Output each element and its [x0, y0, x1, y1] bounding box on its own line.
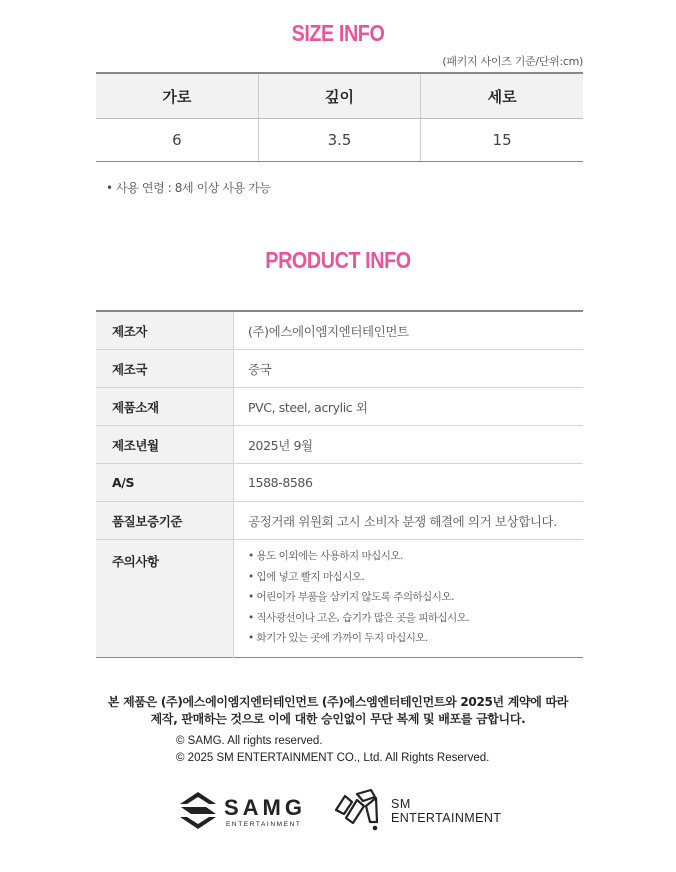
value-height: 15 [421, 119, 583, 162]
row-label-country: 제조국 [96, 350, 234, 388]
value-width: 6 [96, 119, 258, 162]
notice-line: 제작, 판매하는 것으로 이에 대한 승인없이 무단 복제 및 배포를 금합니다. [150, 712, 526, 726]
samg-emblem-icon [180, 792, 216, 829]
value-depth: 3.5 [258, 119, 420, 162]
row-value-manufacturer: (주)에스에이엠지엔터테인먼트 [248, 323, 409, 339]
header-height: 세로 [421, 73, 583, 119]
table-row [96, 388, 583, 426]
sm-emblem-icon [336, 790, 377, 823]
sm-logo [333, 786, 503, 832]
copyright-block [176, 733, 489, 767]
list-item: • 용도 이외에는 사용하지 마십시오. [248, 550, 403, 562]
list-item: • 직사광선이나 고온, 습기가 많은 곳을 피하십시오. [248, 611, 470, 624]
sm-logo-name: SM [391, 797, 411, 811]
samg-logo-sub: ENTERTAINMENT [226, 821, 302, 828]
table-row [96, 502, 583, 540]
list-item: • 입에 넣고 빨지 마십시오. [248, 570, 365, 583]
size-value-row [96, 119, 583, 162]
samg-logo [180, 791, 312, 831]
caution-list [248, 546, 582, 649]
notice-line: 본 제품은 (주)에스에이엠지엔터테인먼트 (주)에스엠엔터테인먼트와 2025년 계약에 따라 [107, 695, 569, 709]
table-row [96, 464, 583, 502]
copyright-samg: © SAMG. All rights reserved. [176, 735, 323, 747]
row-label-caution: 주의사항 [96, 540, 234, 658]
sm-emblem-dot-icon [373, 826, 378, 831]
row-label-manufacture-date: 제조년월 [96, 426, 234, 464]
product-info-table [96, 310, 583, 658]
size-table [96, 72, 583, 162]
table-row [96, 426, 583, 464]
product-info-title: PRODUCT INFO [265, 247, 411, 273]
sm-logo-sub: ENTERTAINMENT [391, 811, 502, 825]
row-label-material: 제품소재 [96, 388, 234, 426]
row-value-material: PVC, steel, acrylic 외 [248, 399, 368, 415]
size-info-title: SIZE INFO [291, 20, 385, 46]
header-depth: 깊이 [258, 73, 420, 119]
copyright-sm: © 2025 SM ENTERTAINMENT CO., Ltd. All Rights Reserved. [176, 752, 490, 764]
row-value-warranty: 공정거래 위원회 고시 소비자 분쟁 해결에 의거 보상합니다. [248, 513, 557, 529]
unit-note: (패키지 사이즈 기준/단위:cm) [442, 55, 583, 68]
header-width: 가로 [96, 73, 258, 119]
row-value-as: 1588-8586 [248, 475, 313, 490]
list-item: • 화기가 있는 곳에 가까이 두지 마십시오. [248, 632, 428, 644]
table-row [96, 311, 583, 350]
samg-logo-name: SAMG [224, 795, 306, 820]
list-item: • 어린이가 부품을 삼키지 않도록 주의하십시오. [248, 591, 454, 603]
table-row [96, 350, 583, 388]
row-label-manufacturer: 제조자 [96, 311, 234, 350]
row-label-warranty: 품질보증기준 [96, 502, 234, 540]
row-value-country: 중국 [248, 361, 272, 377]
usage-age-note: • 사용 연령 : 8세 이상 사용 가능 [106, 181, 271, 195]
table-row-caution [96, 540, 583, 658]
row-value-caution [234, 540, 584, 658]
row-label-as: A/S [96, 464, 234, 502]
copyright-notice [0, 694, 676, 728]
size-header-row [96, 73, 583, 119]
row-value-manufacture-date: 2025년 9월 [248, 437, 313, 453]
